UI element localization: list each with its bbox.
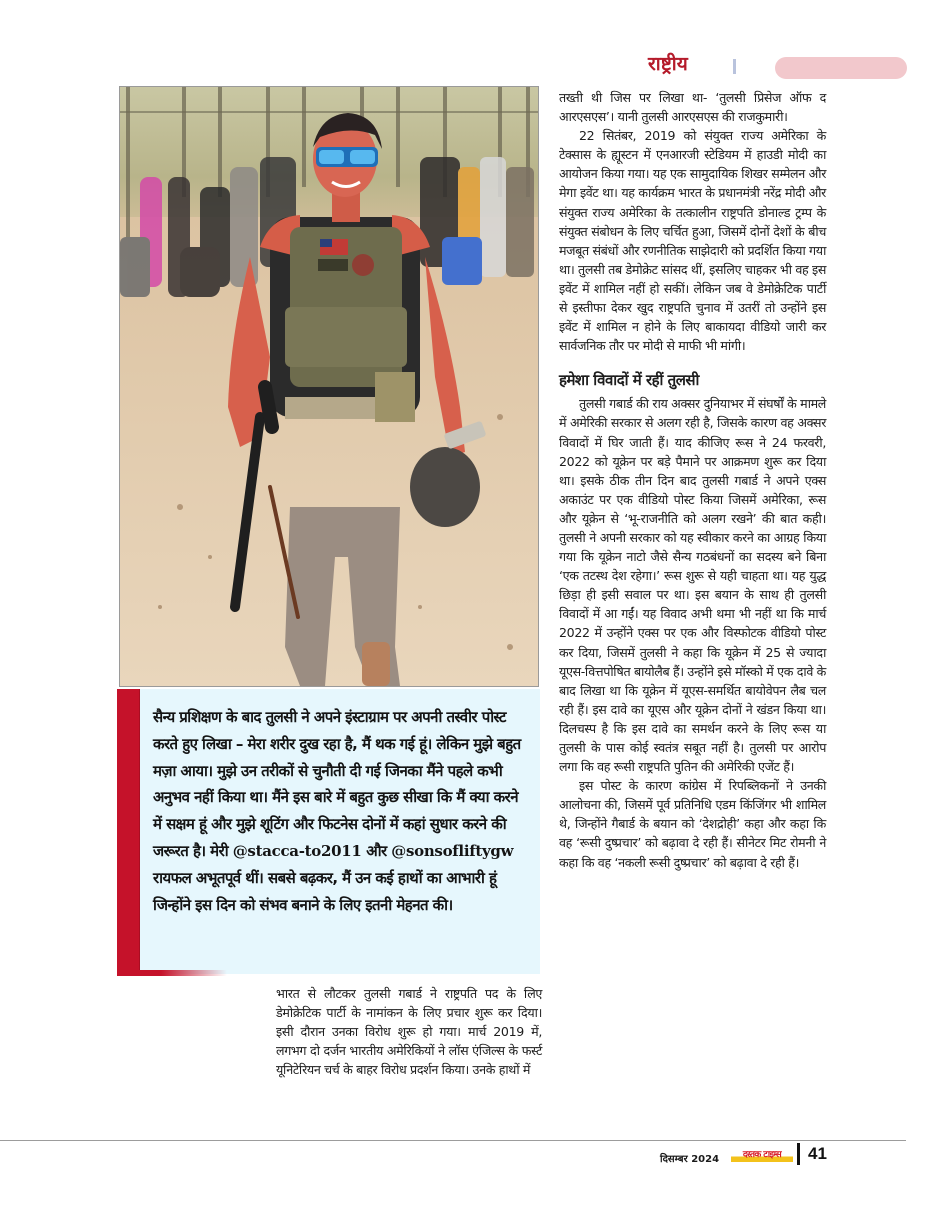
- article-right-column: [559, 88, 826, 872]
- caption-text-part2: और: [361, 841, 392, 860]
- caption-handle-staccato: @stacca-to2011: [232, 841, 362, 860]
- page-number: 41: [808, 1144, 827, 1163]
- paragraph: तख्ती थी जिस पर लिखा था- ‘तुलसी प्रिसेज ऑफ द आरएसएस’। यानी तुलसी आरएसएस की राजकुमारी।: [559, 90, 826, 125]
- footer-divider: [797, 1143, 800, 1165]
- photo-caption: [153, 704, 531, 918]
- article-bottom-column: [276, 984, 542, 1079]
- caption-accent-bar: [117, 689, 139, 976]
- caption-handle-sonsoflifty: @sonsofliftygw: [391, 841, 514, 860]
- caption-text-part3: रायफल अभूतपूर्व थीं। सबसे बढ़कर, मैं उन कई हाथों का आभारी हूं जिन्होंने इस दिन को संभव बनाने के लिए इतनी मेहनत की।: [153, 868, 497, 914]
- paragraph: 22 सितंबर, 2019 को संयुक्त राज्य अमेरिका के टेक्सास के ह्यूस्टन में एनआरजी स्टेडियम में हाउडी मोदी का आयोजन किया गया। यह एक सामुदायिक शिखर सम्मेलन और मेगा इवेंट था। यह कार्यक्रम भारत के प्रधानमंत्री नरेंद्र मोदी और संयुक्त राज्य अमेरिका के तत्कालीन राष्ट्रपति डोनाल्ड ट्रम्प के संयुक्त संबोधन के लिए चर्चित हुआ, जिसमें दोनों देशों के बीच मजबूत संबंधों और रणनीतिक साझेदारी को प्रदर्शित किया गया था। तुलसी तब डेमोक्रेट सांसद थीं, इसलिए चाहकर भी वह इस इवेंट में शामिल नहीं हो सकीं। लेकिन जब वे डेमोक्रेटिक पार्टी से इस्तीफा देकर खुद राष्ट्रपति चुनाव में उतरीं तो उन्होंने इस इवेंट में शामिल न होने के लिए बाकायदा वीडियो जारी कर सार्वजनिक तौर पर मोदी से माफी भी मांगी।: [559, 128, 826, 354]
- magazine-logo: दस्तक टाइम्स: [731, 1150, 793, 1162]
- article-photo: [119, 86, 539, 687]
- header-separator: [733, 59, 736, 74]
- paragraph: भारत से लौटकर तुलसी गबार्ड ने राष्ट्रपति पद के लिए डेमोक्रेटिक पार्टी के नामांकन के लिए प्रचार शुरू कर दिया। इसी दौरान उनका विरोध शुरू हो गया। मार्च 2019 में, लगभग दो दर्जन भारतीय अमेरिकियों ने लॉस एंजिल्स के फर्स्ट यूनिटेरियन चर्च के बाहर विरोध प्रदर्शन किया। उनके हाथों में: [276, 986, 542, 1078]
- photo-woman-military-training-icon: [120, 87, 538, 686]
- subheading: हमेशा विवादों में रहीं तुलसी: [559, 371, 699, 390]
- caption-accent-foot: [117, 970, 227, 976]
- footer-issue-date: दिसम्बर 2024: [660, 1154, 720, 1165]
- header-decorative-pill: [775, 57, 907, 79]
- section-title: राष्ट्रीय: [648, 53, 688, 75]
- paragraph: तुलसी गबार्ड की राय अक्सर दुनियाभर में संघर्षों के मामले में अमेरिकी सरकार से अलग रही है, जिसके कारण वह अक्सर विवादों में घिर जाती हैं। याद कीजिए रूस ने 24 फरवरी, 2022 को यूक्रेन पर बड़े पैमाने पर आक्रमण शुरू कर दिया था। इसके ठीक तीन दिन बाद तुलसी गबार्ड ने अपने एक्स अकाउंट पर एक वीडियो पोस्ट किया जिसमें अमेरिका, रूस और यूक्रेन से ‘भू-राजनीति को अलग रखने’ की बात कही। तुलसी ने अपनी सरकार को यह स्वीकार करने का आग्रह किया गया कि यूक्रेन नाटो जैसे सैन्य गठबंधनों का सदस्य बने बिना ‘एक तटस्थ देश रहेगा।’ रूस शुरू से यही चाहता था। यह युद्ध छिड़ा ही इसी सवाल पर था। इस बयान के साथ ही तुलसी विवादों में आ गईं। यह विवाद अभी थमा भी नहीं था कि मार्च 2022 में उन्होंने एक्स पर एक और विस्फोटक वीडियो पोस्ट कर दिया, जिसमें तुलसी ने कहा कि यूक्रेन में 25 से ज्यादा यूएस-वित्तपोषित बायोलैब हैं। उन्होंने इसे मॉस्को में एक दावे के बाद लिखा था कि यूक्रेन में यूएस-समर्थित बायोवेपन लैब चल रही हैं। इस दावे का यूएस और यूक्रेन दोनों ने खंडन किया था। दिलचस्प है कि इस दावे का समर्थन करने के लिए रूस या तुलसी के पास कोई स्वतंत्र सबूत नहीं है। तुलसी पर आरोप लगा कि वह रूसी राष्ट्रपति पुतिन की अमेरिकी एजेंट हैं।: [559, 396, 826, 775]
- caption-text-part1: सैन्य प्रशिक्षण के बाद तुलसी ने अपने इंस्टाग्राम पर अपनी तस्वीर पोस्ट करते हुए लिखा – मेरा शरीर दुख रहा है, मैं थक गई हूं। लेकिन मुझे बहुत मज़ा आया। मुझे उन तरीकों से चुनौती दी गई जिनका मैंने पहले कभी अनुभव नहीं किया था। मैंने इस बारे में बहुत कुछ सीखा कि मैं क्या करने में सक्षम हूं और मुझे शूटिंग और फिटनेस दोनों में कहां सुधार करने की जरूरत है। मेरी: [153, 708, 521, 860]
- paragraph: इस पोस्ट के कारण कांग्रेस में रिपब्लिकनों ने उनकी आलोचना की, जिसमें पूर्व प्रतिनिधि एडम किंजिंगर भी शामिल थे, जिन्होंने गैबार्ड के बयान को ‘देशद्रोही’ कहा और कहा कि वह ‘रूसी दुष्प्रचार’ को बढ़ावा दे रही हैं। सीनेटर मिट रोमनी ने कहा कि वह ‘नकली रूसी दुष्प्रचार’ को बढ़ावा दे रही हैं।: [559, 778, 826, 870]
- footer-rule: [0, 1140, 906, 1141]
